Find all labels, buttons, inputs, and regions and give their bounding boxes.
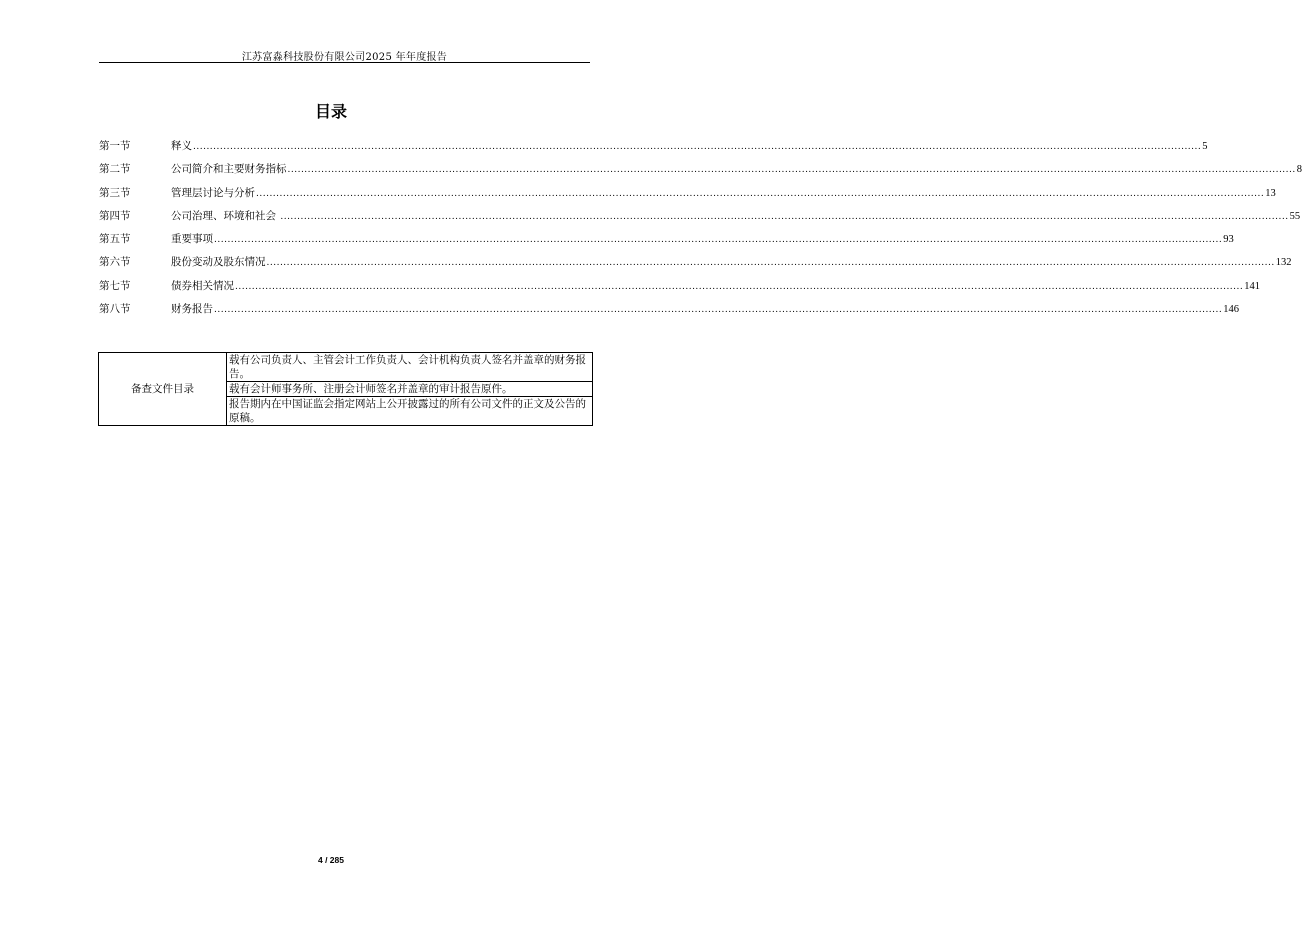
header-rule (99, 62, 590, 63)
toc-section-number: 第八节 (99, 303, 131, 316)
toc-leader-dots: ............................................................................................................................................................................................................................................................................................................ (266, 258, 1275, 269)
toc-section-number: 第三节 (99, 186, 131, 199)
reference-documents-table (98, 352, 593, 426)
toc-entry[interactable] (99, 138, 1208, 161)
toc-entry[interactable] (99, 185, 1276, 208)
reference-document-item: 报告期内在中国证监会指定网站上公开披露过的所有公司文件的正文及公告的原稿。 (227, 397, 593, 426)
toc-section-title: 公司治理、环境和社会 (171, 209, 280, 222)
toc-leader-dots: ............................................................................................................................................................................................................................................................................................................ (280, 211, 1289, 222)
page-title: 目录 (314, 102, 347, 121)
toc-leader-dots: ............................................................................................................................................................................................................................................................................................................ (287, 165, 1296, 176)
toc-section-title: 债券相关情况 (171, 279, 234, 292)
toc-page-number: 13 (1265, 187, 1276, 199)
toc-page-number: 146 (1223, 304, 1240, 316)
toc-section-number: 第一节 (99, 140, 131, 152)
toc-page-number: 132 (1275, 257, 1292, 269)
reference-document-item: 载有会计师事务所、注册会计师签名并盖章的审计报告原件。 (227, 382, 593, 397)
toc-section-title: 管理层讨论与分析 (171, 186, 255, 199)
toc-section-number: 第七节 (99, 279, 131, 292)
toc-section-number: 第五节 (99, 233, 131, 246)
toc-leader-dots: ............................................................................................................................................................................................................................................................................................................ (256, 188, 1265, 199)
toc-section-title: 释义 (171, 140, 192, 152)
toc-leader-dots: ............................................................................................................................................................................................................................................................................................................ (214, 305, 1223, 316)
toc-section-number: 第四节 (99, 209, 131, 222)
toc-page-number: 55 (1289, 210, 1301, 222)
toc-entry[interactable] (99, 231, 1234, 254)
toc-leader-dots: ............................................................................................................................................................................................................................................................................................................ (214, 235, 1223, 246)
toc-page-number: 93 (1223, 234, 1234, 246)
page-number-footer: 4 / 285 (318, 855, 344, 865)
toc-entry[interactable] (99, 301, 1240, 324)
table-of-contents (99, 138, 1302, 324)
toc-page-number: 141 (1244, 280, 1261, 292)
toc-entry[interactable] (99, 208, 1301, 231)
toc-section-title: 股份变动及股东情况 (171, 256, 266, 269)
toc-page-number: 5 (1202, 141, 1208, 152)
toc-section-number: 第六节 (99, 256, 131, 269)
toc-section-title: 重要事项 (171, 233, 213, 246)
toc-section-title: 财务报告 (171, 303, 213, 316)
running-header: 江苏富淼科技股份有限公司2025 年年度报告 (241, 52, 448, 63)
toc-section-title: 公司简介和主要财务指标 (171, 163, 287, 176)
toc-leader-dots: ............................................................................................................................................................................................................................................................................................................ (235, 281, 1244, 292)
reference-documents-label: 备查文件目录 (99, 353, 227, 426)
toc-leader-dots: ............................................................................................................................................................................................................................................................................................................ (193, 142, 1202, 152)
toc-entry[interactable] (99, 254, 1292, 277)
toc-page-number: 8 (1296, 164, 1302, 176)
toc-entry[interactable] (99, 278, 1261, 301)
toc-section-number: 第二节 (99, 163, 131, 176)
toc-entry[interactable] (99, 161, 1302, 184)
reference-document-item: 载有公司负责人、主管会计工作负责人、会计机构负责人签名并盖章的财务报告。 (227, 353, 593, 382)
